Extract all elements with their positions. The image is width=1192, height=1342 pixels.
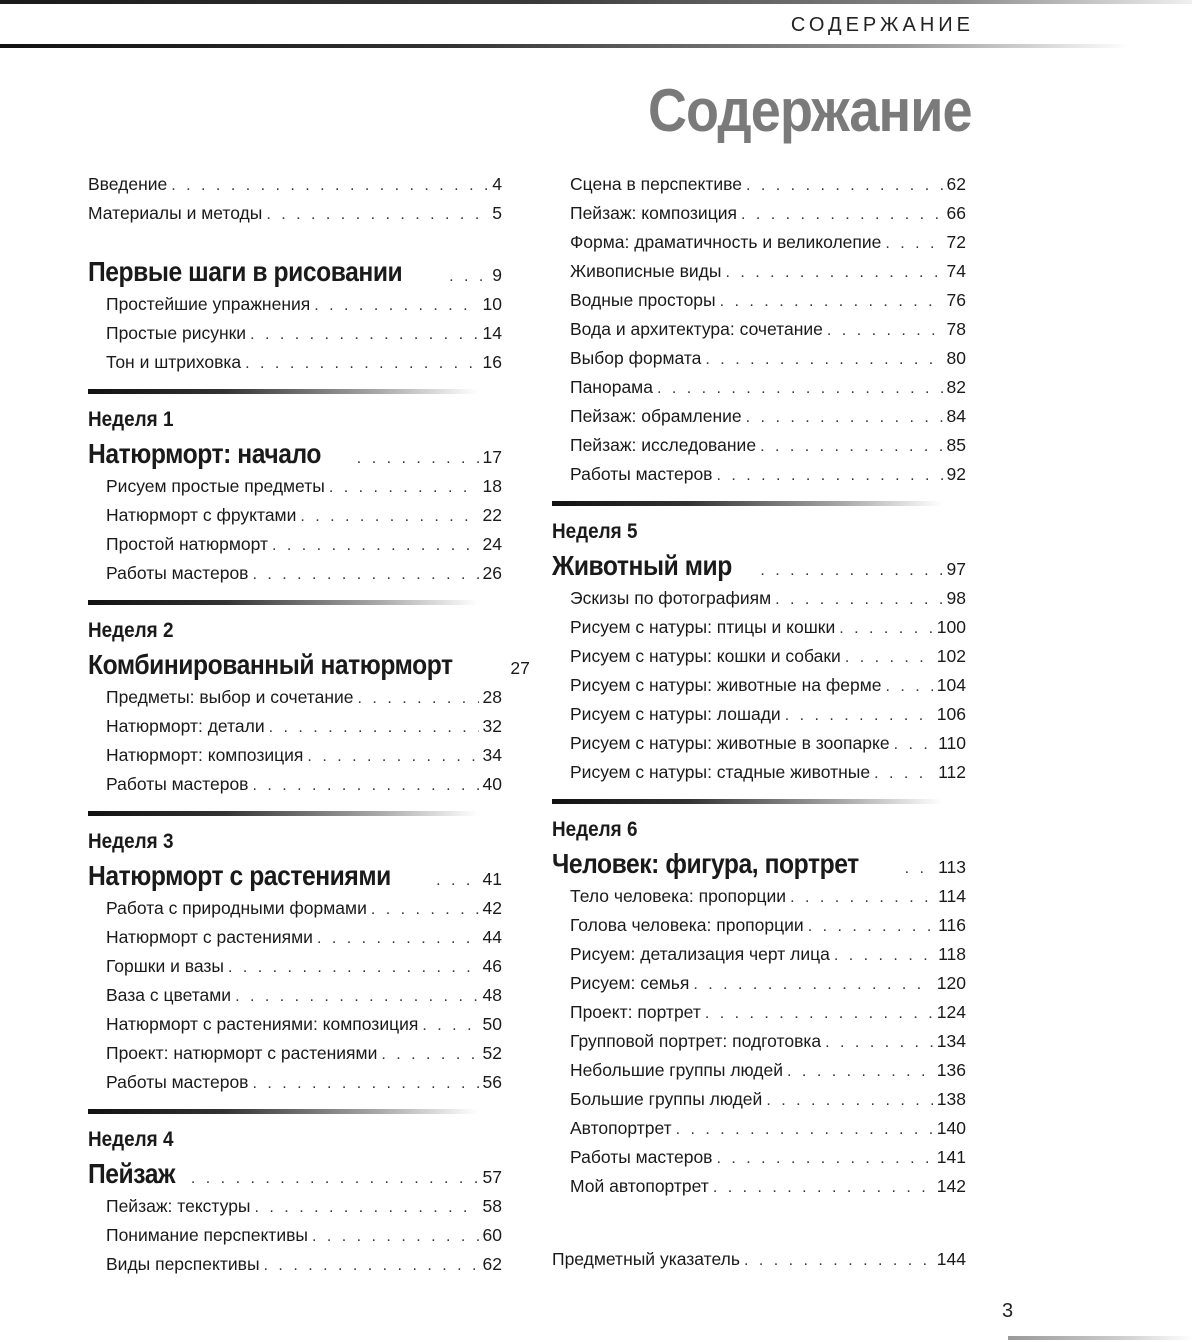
toc-part-heading[interactable] xyxy=(88,647,530,683)
toc-entry-page: 98 xyxy=(946,588,966,608)
toc-entry-page: 40 xyxy=(482,774,502,794)
toc-entry[interactable] xyxy=(552,911,966,940)
leader-dots xyxy=(264,1251,479,1280)
part-page: 113 xyxy=(938,857,966,877)
leader-dots xyxy=(785,701,933,730)
toc-entry-title: Большие группы людей xyxy=(570,1089,763,1109)
part-title: Человек: фигура, портрет xyxy=(552,848,859,879)
toc-entry-title: Работы мастеров xyxy=(106,774,249,794)
toc-entry-page: 42 xyxy=(482,898,502,918)
week-label: Неделя 4 xyxy=(88,1128,174,1151)
toc-entry-page: 142 xyxy=(936,1176,966,1196)
leader-dots xyxy=(746,403,943,432)
section-divider xyxy=(88,600,478,605)
toc-entry-title: Тон и штриховка xyxy=(106,352,242,372)
toc-left-column xyxy=(88,170,530,1279)
spacer xyxy=(552,1201,966,1245)
toc-entry-title: Проект: портрет xyxy=(570,1002,701,1022)
toc-entry[interactable] xyxy=(552,940,966,969)
toc-entry[interactable] xyxy=(88,170,502,199)
toc-entry-page: 104 xyxy=(936,675,966,695)
toc-entry-title: Рисуем с натуры: стадные животные xyxy=(570,762,871,782)
leader-dots xyxy=(314,291,478,320)
toc-entry-page: 110 xyxy=(938,733,966,753)
toc-entry[interactable] xyxy=(552,460,966,489)
toc-entry[interactable] xyxy=(552,257,966,286)
toc-entry-page: 92 xyxy=(946,464,966,484)
toc-entry[interactable] xyxy=(88,894,502,923)
toc-entry[interactable] xyxy=(552,431,966,460)
page-number: 3 xyxy=(1002,1300,1014,1322)
toc-entry-page: 140 xyxy=(936,1118,966,1138)
toc-entry-title: Рисуем с натуры: кошки и собаки xyxy=(570,646,841,666)
toc-entry-page: 112 xyxy=(938,762,966,782)
leader-dots xyxy=(874,759,934,788)
leader-dots xyxy=(252,771,478,800)
toc-entry-page: 10 xyxy=(482,294,502,314)
leader-dots xyxy=(885,229,942,258)
toc-entry[interactable] xyxy=(552,373,966,402)
week-label: Неделя 5 xyxy=(552,520,638,543)
toc-entry-page: 85 xyxy=(946,435,966,455)
toc-right-column xyxy=(552,170,966,1274)
part-title: Животный мир xyxy=(552,550,732,581)
footer-rule xyxy=(1008,1336,1192,1340)
leader-dots xyxy=(725,258,942,287)
toc-entry-page: 16 xyxy=(482,352,502,372)
toc-entry-title: Автопортрет xyxy=(570,1118,672,1138)
toc-entry-page: 114 xyxy=(938,886,966,906)
toc-entry-title: Проект: натюрморт с растениями xyxy=(106,1043,378,1063)
toc-entry-page: 26 xyxy=(482,563,502,583)
toc-entry[interactable] xyxy=(552,729,966,758)
toc-entry[interactable] xyxy=(552,315,966,344)
week-label: Неделя 6 xyxy=(552,818,638,841)
spacer xyxy=(88,228,502,254)
toc-entry-title: Рисуем: семья xyxy=(570,973,690,993)
toc-part-heading[interactable] xyxy=(552,846,966,882)
toc-entry[interactable] xyxy=(552,671,966,700)
toc-entry[interactable] xyxy=(88,683,502,712)
toc-entry[interactable] xyxy=(88,770,502,799)
toc-entry-title: Рисуем с натуры: лошади xyxy=(570,704,781,724)
toc-entry[interactable] xyxy=(88,530,502,559)
toc-entry-title: Работа с природными формами xyxy=(106,898,367,918)
leader-dots xyxy=(358,684,479,713)
toc-entry-page: 116 xyxy=(938,915,966,935)
leader-dots xyxy=(720,287,943,316)
toc-entry[interactable] xyxy=(552,1114,966,1143)
leader-dots xyxy=(235,982,478,1011)
toc-entry-title: Работы мастеров xyxy=(570,464,713,484)
toc-entry[interactable] xyxy=(552,613,966,642)
toc-entry[interactable] xyxy=(552,199,966,228)
part-title: Комбинированный натюрморт xyxy=(88,649,453,680)
leader-dots xyxy=(422,1011,478,1040)
leader-dots xyxy=(705,345,942,374)
leader-dots xyxy=(312,1222,479,1251)
toc-entry-page: 106 xyxy=(936,704,966,724)
top-rule xyxy=(0,0,1192,4)
part-page: 41 xyxy=(482,869,502,889)
toc-entry-title: Работы мастеров xyxy=(570,1147,713,1167)
toc-entry-page: 72 xyxy=(946,232,966,252)
leader-dots xyxy=(741,200,943,229)
toc-entry-page: 134 xyxy=(936,1031,966,1051)
leader-dots xyxy=(272,531,479,560)
toc-entry[interactable] xyxy=(552,642,966,671)
toc-entry[interactable] xyxy=(88,923,502,952)
leader-dots xyxy=(787,1057,933,1086)
toc-entry-title: Работы мастеров xyxy=(106,1072,249,1092)
toc-entry[interactable] xyxy=(552,1056,966,1085)
toc-entry-page: 5 xyxy=(492,203,502,223)
leader-dots xyxy=(746,171,943,200)
toc-entry-page: 28 xyxy=(482,687,502,707)
toc-entry[interactable] xyxy=(552,228,966,257)
leader-dots xyxy=(245,349,478,378)
toc-entry-page: 100 xyxy=(936,617,966,637)
section-divider xyxy=(88,1109,478,1114)
toc-entry-page: 14 xyxy=(482,323,502,343)
toc-entry[interactable] xyxy=(88,501,502,530)
toc-entry-page: 46 xyxy=(482,956,502,976)
toc-entry-page: 141 xyxy=(936,1147,966,1167)
leader-dots xyxy=(436,863,478,899)
part-page: 97 xyxy=(946,559,966,579)
toc-entry[interactable] xyxy=(88,741,502,770)
toc-entry-title: Введение xyxy=(88,174,168,194)
toc-entry-title: Виды перспективы xyxy=(106,1254,260,1274)
leader-dots xyxy=(744,1246,933,1275)
part-title: Натюрморт: начало xyxy=(88,438,322,469)
toc-entry-page: 58 xyxy=(482,1196,502,1216)
toc-entry-title: Панорама xyxy=(570,377,653,397)
leader-dots xyxy=(307,742,478,771)
section-divider xyxy=(88,389,478,394)
leader-dots xyxy=(825,1028,933,1057)
leader-dots xyxy=(760,432,942,461)
toc-entry[interactable] xyxy=(88,472,502,501)
week-label: Неделя 1 xyxy=(88,408,174,431)
toc-entry[interactable] xyxy=(552,1027,966,1056)
toc-entry-page: 78 xyxy=(946,319,966,339)
toc-entry-page: 34 xyxy=(482,745,502,765)
toc-entry[interactable] xyxy=(88,981,502,1010)
toc-entry-page: 136 xyxy=(936,1060,966,1080)
toc-entry[interactable] xyxy=(88,952,502,981)
toc-entry-page: 52 xyxy=(482,1043,502,1063)
toc-part-heading[interactable] xyxy=(88,858,502,894)
leader-dots xyxy=(845,643,933,672)
leader-dots xyxy=(716,1144,932,1173)
toc-entry-page: 4 xyxy=(492,174,502,194)
toc-entry-page: 62 xyxy=(482,1254,502,1274)
toc-entry-page: 18 xyxy=(482,476,502,496)
toc-entry-title: Работы мастеров xyxy=(106,563,249,583)
leader-dots xyxy=(885,672,932,701)
leader-dots xyxy=(716,461,942,490)
toc-entry-title: Выбор формата xyxy=(570,348,702,368)
toc-entry[interactable] xyxy=(88,1068,502,1097)
toc-entry[interactable] xyxy=(552,1172,966,1201)
part-title: Натюрморт с растениями xyxy=(88,860,391,891)
leader-dots xyxy=(827,316,943,345)
toc-entry-title: Предметный указатель xyxy=(552,1249,740,1269)
toc-entry-title: Пейзаж: композиция xyxy=(570,203,737,223)
toc-entry-title: Рисуем с натуры: птицы и кошки xyxy=(570,617,836,637)
toc-entry-title: Простой натюрморт xyxy=(106,534,268,554)
leader-dots xyxy=(300,502,478,531)
toc-entry[interactable] xyxy=(88,1192,502,1221)
toc-entry-page: 24 xyxy=(482,534,502,554)
toc-entry[interactable] xyxy=(552,969,966,998)
leader-dots xyxy=(790,883,934,912)
toc-entry[interactable] xyxy=(552,1085,966,1114)
toc-entry[interactable] xyxy=(552,286,966,315)
toc-entry-page: 82 xyxy=(946,377,966,397)
week-label: Неделя 3 xyxy=(88,830,174,853)
part-page: 27 xyxy=(510,658,530,678)
toc-entry[interactable] xyxy=(88,559,502,588)
toc-entry-page: 84 xyxy=(946,406,966,426)
leader-dots xyxy=(252,560,478,589)
leader-dots xyxy=(894,730,935,759)
part-title: Пейзаж xyxy=(88,1158,176,1189)
toc-entry-page: 22 xyxy=(482,505,502,525)
toc-entry[interactable] xyxy=(88,199,502,228)
toc-entry[interactable] xyxy=(552,882,966,911)
toc-part-heading[interactable] xyxy=(552,548,966,584)
leader-dots xyxy=(329,473,479,502)
toc-entry[interactable] xyxy=(88,712,502,741)
toc-entry-title: Натюрморт: детали xyxy=(106,716,265,736)
toc-entry-page: 66 xyxy=(946,203,966,223)
leader-dots xyxy=(760,553,942,589)
page-title: Содержание xyxy=(648,77,972,144)
leader-dots xyxy=(357,441,479,477)
toc-entry-title: Натюрморт с растениями: композиция xyxy=(106,1014,419,1034)
toc-entry-title: Простые рисунки xyxy=(106,323,247,343)
toc-part-heading[interactable] xyxy=(88,254,502,290)
toc-entry[interactable] xyxy=(552,1143,966,1172)
toc-entry[interactable] xyxy=(552,584,966,613)
toc-entry-title: Рисуем простые предметы xyxy=(106,476,325,496)
toc-entry[interactable] xyxy=(88,1250,502,1279)
toc-part-heading[interactable] xyxy=(88,436,502,472)
toc-entry-page: 120 xyxy=(936,973,966,993)
toc-entry-title: Натюрморт с растениями xyxy=(106,927,313,947)
toc-entry-page: 62 xyxy=(946,174,966,194)
week-label: Неделя 2 xyxy=(88,619,174,642)
leader-dots xyxy=(252,1069,478,1098)
toc-entry[interactable] xyxy=(88,348,502,377)
toc-entry[interactable] xyxy=(88,1221,502,1250)
leader-dots xyxy=(693,970,932,999)
toc-entry-page: 76 xyxy=(946,290,966,310)
toc-entry-title: Пейзаж: исследование xyxy=(570,435,757,455)
running-head: СОДЕРЖАНИЕ xyxy=(790,14,974,36)
toc-entry-title: Понимание перспективы xyxy=(106,1225,308,1245)
leader-dots xyxy=(250,320,478,349)
toc-entry-title: Пейзаж: обрамление xyxy=(570,406,742,426)
leader-dots xyxy=(834,941,934,970)
leader-dots xyxy=(381,1040,478,1069)
leader-dots xyxy=(713,1173,933,1202)
toc-entry-title: Мой автопортрет xyxy=(570,1176,709,1196)
section-divider xyxy=(552,501,942,506)
toc-entry-page: 124 xyxy=(936,1002,966,1022)
toc-entry[interactable] xyxy=(552,344,966,373)
toc-entry-page: 44 xyxy=(482,927,502,947)
leader-dots xyxy=(905,851,934,887)
toc-entry[interactable] xyxy=(88,1010,502,1039)
toc-entry-title: Натюрморт: композиция xyxy=(106,745,304,765)
toc-entry-title: Простейшие упражнения xyxy=(106,294,311,314)
toc-entry-title: Рисуем: детализация черт лица xyxy=(570,944,830,964)
toc-entry[interactable] xyxy=(552,700,966,729)
toc-entry-title: Форма: драматичность и великолепие xyxy=(570,232,882,252)
leader-dots xyxy=(766,1086,932,1115)
leader-dots xyxy=(775,585,942,614)
toc-entry-page: 118 xyxy=(938,944,966,964)
toc-part-heading[interactable] xyxy=(88,1156,502,1192)
leader-dots xyxy=(705,999,933,1028)
toc-entry-title: Живописные виды xyxy=(570,261,722,281)
toc-entry-page: 102 xyxy=(936,646,966,666)
toc-entry-page: 138 xyxy=(936,1089,966,1109)
part-title: Первые шаги в рисовании xyxy=(88,256,403,287)
toc-entry-title: Водные просторы xyxy=(570,290,716,310)
toc-entry-title: Голова человека: пропорции xyxy=(570,915,804,935)
toc-entry[interactable] xyxy=(88,290,502,319)
section-divider xyxy=(552,799,942,804)
toc-entry[interactable] xyxy=(552,170,966,199)
toc-entry-page: 60 xyxy=(482,1225,502,1245)
leader-dots xyxy=(317,924,479,953)
toc-entry-page: 48 xyxy=(482,985,502,1005)
toc-entry-title: Рисуем с натуры: животные в зоопарке xyxy=(570,733,890,753)
leader-dots xyxy=(266,200,488,229)
toc-entry-title: Материалы и методы xyxy=(88,203,263,223)
toc-entry-title: Тело человека: пропорции xyxy=(570,886,787,906)
leader-dots xyxy=(839,614,933,643)
toc-entry[interactable] xyxy=(88,319,502,348)
toc-entry-index[interactable] xyxy=(552,1245,966,1274)
toc-entry-title: Вода и архитектура: сочетание xyxy=(570,319,823,339)
toc-entry-title: Групповой портрет: подготовка xyxy=(570,1031,822,1051)
leader-dots xyxy=(228,953,479,982)
toc-entry-page: 32 xyxy=(482,716,502,736)
leader-dots xyxy=(808,912,934,941)
toc-entry-title: Натюрморт с фруктами xyxy=(106,505,297,525)
toc-entry-title: Горшки и вазы xyxy=(106,956,224,976)
leader-dots xyxy=(676,1115,933,1144)
toc-entry-title: Эскизы по фотографиям xyxy=(570,588,772,608)
leader-dots xyxy=(371,895,479,924)
toc-entry-page: 144 xyxy=(936,1249,966,1269)
leader-dots xyxy=(171,171,488,200)
toc-entry[interactable] xyxy=(552,758,966,787)
toc-entry-page: 50 xyxy=(482,1014,502,1034)
leader-dots xyxy=(657,374,943,403)
part-page: 57 xyxy=(482,1167,502,1187)
toc-entry-title: Небольшие группы людей xyxy=(570,1060,784,1080)
toc-entry-title: Предметы: выбор и сочетание xyxy=(106,687,354,707)
toc-entry[interactable] xyxy=(552,998,966,1027)
header-rule xyxy=(0,44,1130,48)
leader-dots xyxy=(269,713,479,742)
toc-entry[interactable] xyxy=(552,402,966,431)
toc-entry-page: 56 xyxy=(482,1072,502,1092)
toc-entry-page: 74 xyxy=(946,261,966,281)
toc-entry-title: Пейзаж: текстуры xyxy=(106,1196,251,1216)
toc-entry-title: Рисуем с натуры: животные на ферме xyxy=(570,675,882,695)
part-page: 17 xyxy=(482,447,502,467)
toc-entry-title: Сцена в перспективе xyxy=(570,174,742,194)
part-page: 9 xyxy=(492,265,502,285)
leader-dots xyxy=(255,1193,479,1222)
toc-entry[interactable] xyxy=(88,1039,502,1068)
toc-entry-title: Ваза с цветами xyxy=(106,985,232,1005)
section-divider xyxy=(88,811,478,816)
toc-entry-page: 80 xyxy=(946,348,966,368)
